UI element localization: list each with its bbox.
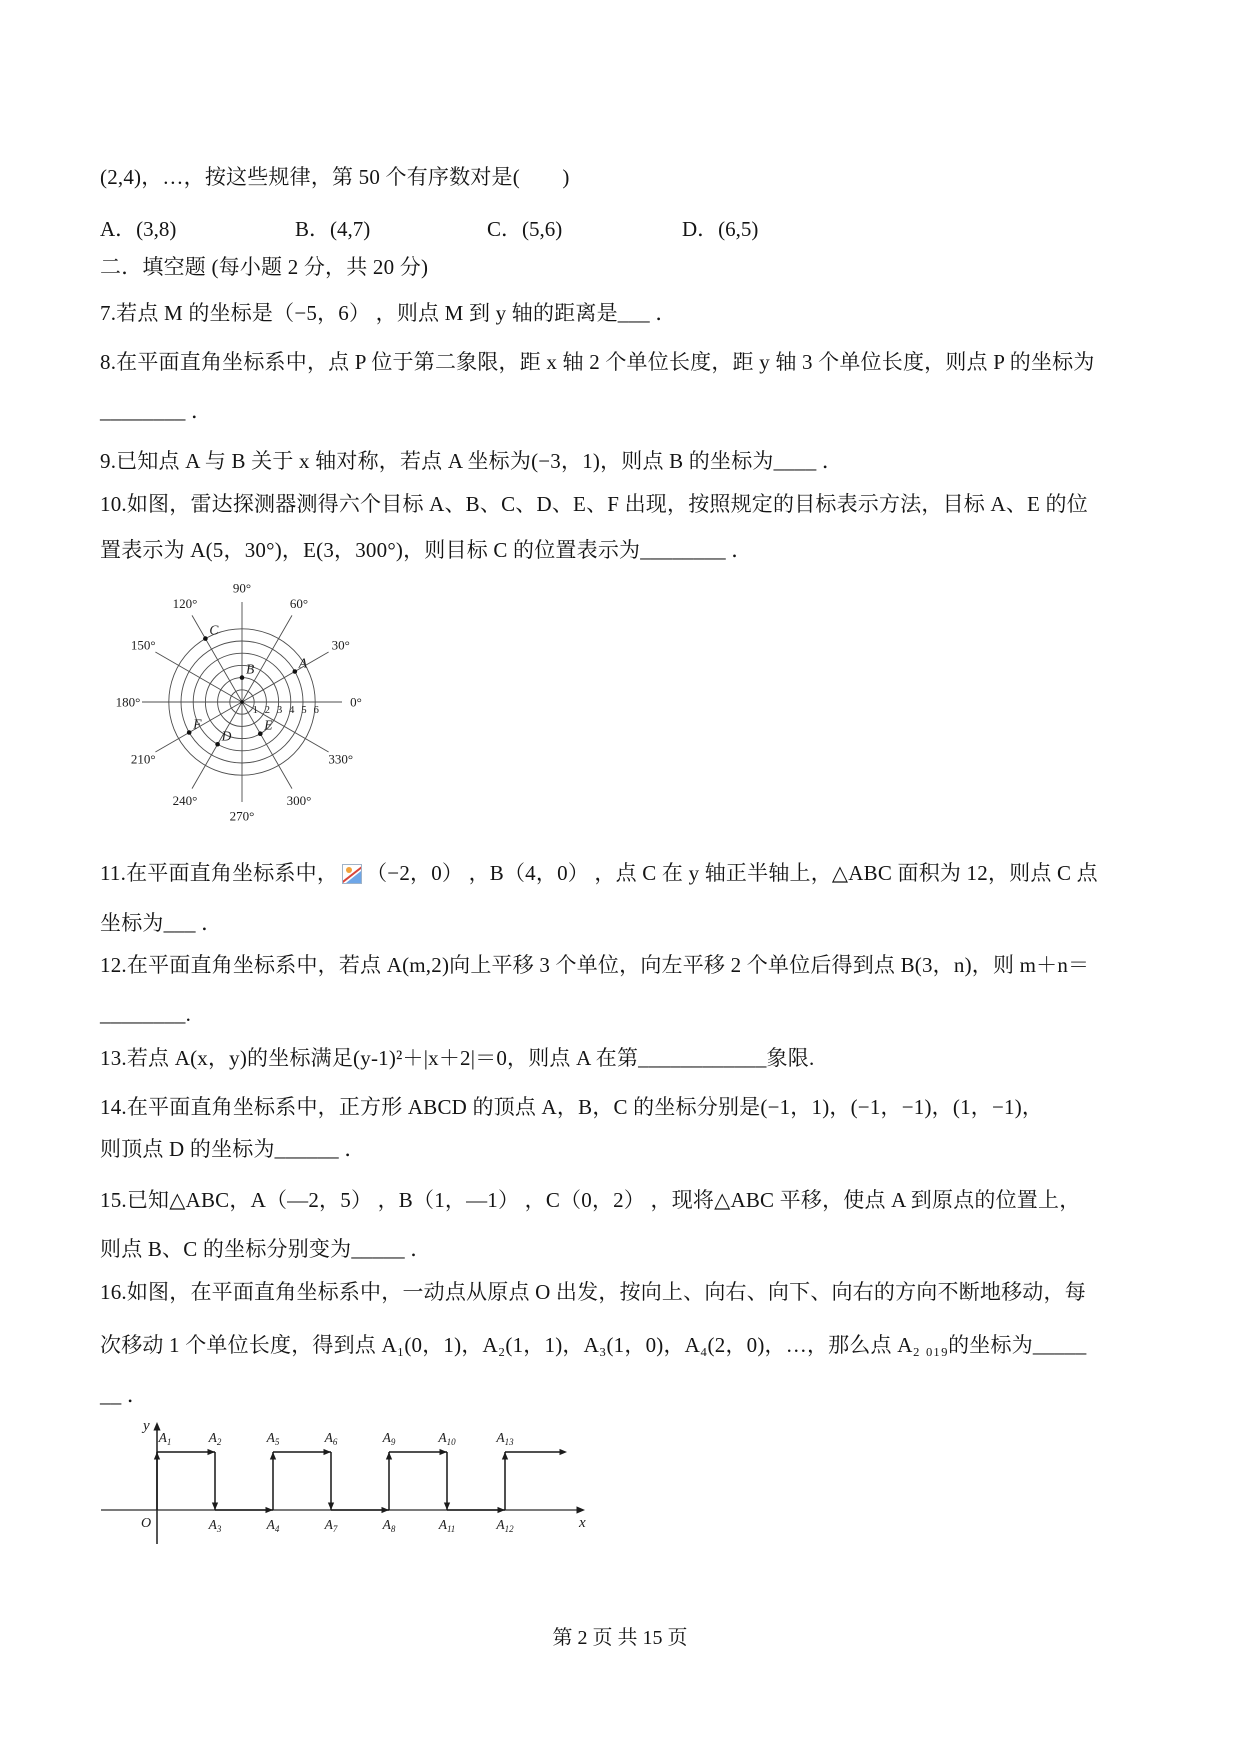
svg-text:4: 4	[289, 705, 295, 716]
question-11-line-2: 坐标为___ ．	[100, 911, 223, 935]
question-11-text-after-icon: （−2，0） ，B（4，0） ，点 C 在 y 轴正半轴上，△ABC 面积为 12，则点 C 点	[366, 861, 1098, 885]
svg-text:3: 3	[276, 705, 283, 716]
question-12-line-1: 12.在平面直角坐标系中，若点 A(m,2)向上平移 3 个单位，向左平移 2 个单位后得到点 B(3，n)，则 m＋n＝	[100, 953, 1090, 977]
svg-text:A13: $A_{13}$	[496, 1430, 514, 1447]
staircase-figure	[95, 1415, 595, 1547]
svg-text:B: B	[246, 661, 255, 677]
question-6-continuation: (2,4)，…，按这些规律，第 50 个有序数对是( )	[100, 165, 570, 189]
question-11-text-before-icon: 11.在平面直角坐标系中，	[100, 861, 339, 885]
svg-text:A11: $A_{11}$	[438, 1517, 456, 1534]
svg-text:A7: $A_7$	[324, 1517, 338, 1534]
question-14-line-2: 则顶点 D 的坐标为______ ．	[100, 1137, 366, 1161]
svg-text:210°: 210°	[130, 751, 156, 767]
svg-text:x: x	[579, 1515, 586, 1531]
svg-text:6: 6	[313, 705, 319, 716]
svg-text:F: F	[193, 716, 202, 732]
question-15-line-1: 15.已知△ABC，A（—2，5） ，B（1，—1） ，C（0，2） ，现将△ABC 平移，使点 A 到原点的位置上，	[100, 1188, 1081, 1212]
option-b: B．(4,7)	[295, 217, 371, 241]
svg-text:A10: $A_{10}$	[438, 1430, 456, 1447]
question-12-blank: ________.	[100, 1002, 192, 1026]
page-number: 第 2 页 共 15 页	[552, 1627, 688, 1649]
svg-text:180°: 180°	[115, 694, 141, 710]
svg-text:O: O	[141, 1516, 152, 1531]
svg-text:90°: 90°	[232, 580, 252, 596]
svg-text:270°: 270°	[229, 808, 255, 824]
svg-text:5: 5	[301, 705, 307, 716]
radar-figure	[106, 574, 396, 830]
question-10-line-2: 置表示为 A(5，30°)，E(3，300°)，则目标 C 的位置表示为________ ．	[100, 538, 753, 562]
svg-text:1: 1	[252, 705, 258, 716]
question-9: 9.已知点 A 与 B 关于 x 轴对称，若点 A 坐标为(−3，1)，则点 B 的坐标为____ ．	[100, 449, 844, 473]
svg-text:A6: $A_6$	[324, 1430, 338, 1447]
question-7: 7.若点 M 的坐标是（−5，6） ，则点 M 到 y 轴的距离是___ ．	[100, 301, 677, 325]
question-13: 13.若点 A(x，y)的坐标满足(y-1)²＋|x＋2|＝0，则点 A 在第____________象限.	[100, 1046, 815, 1070]
question-8-line-1: 8.在平面直角坐标系中，点 P 位于第二象限，距 x 轴 2 个单位长度，距 y 轴 3 个单位长度，则点 P 的坐标为	[100, 350, 1095, 374]
question-16-line-3: __ ．	[100, 1383, 149, 1407]
broken-image-icon	[342, 864, 362, 884]
svg-text:2: 2	[264, 705, 271, 716]
svg-text:60°: 60°	[289, 595, 309, 611]
question-10-line-1: 10.如图，雷达探测器测得六个目标 A、B、C、D、E、F 出现，按照规定的目标表示方法，目标 A、E 的位	[100, 492, 1088, 516]
svg-text:30°: 30°	[331, 637, 350, 653]
svg-text:A4: $A_4$	[266, 1517, 280, 1534]
svg-text:A5: $A_5$	[266, 1430, 280, 1447]
question-16-line-1: 16.如图，在平面直角坐标系中，一动点从原点 O 出发，按向上、向右、向下、向右的方向不断地移动，每	[100, 1280, 1086, 1304]
svg-text:240°: 240°	[172, 793, 198, 809]
option-a: A．(3,8)	[100, 217, 177, 241]
svg-text:330°: 330°	[328, 751, 354, 767]
svg-text:A: A	[298, 655, 308, 671]
option-d: D．(6,5)	[682, 217, 759, 241]
svg-text:A12: $A_{12}$	[496, 1517, 514, 1534]
svg-text:C: C	[209, 622, 219, 638]
svg-text:0°: 0°	[350, 694, 362, 710]
question-11-line-1	[100, 861, 1098, 885]
question-14-line-1: 14.在平面直角坐标系中，正方形 ABCD 的顶点 A，B，C 的坐标分别是(−1，1)，(−1，−1)，(1，−1)，	[100, 1095, 1044, 1119]
svg-text:A9: $A_9$	[382, 1430, 396, 1447]
svg-text:150°: 150°	[130, 637, 156, 653]
svg-text:y: y	[143, 1418, 150, 1434]
svg-text:A1: $A_1$	[158, 1430, 172, 1447]
svg-text:E: E	[264, 717, 273, 733]
svg-text:D: D	[221, 728, 232, 744]
question-16-line-2: 次移动 1 个单位长度，得到点 A₁(0，1)，A₂(1，1)，A₃(1，0)，A₄(2，0)，…，那么点 A₂ ₀₁₉的坐标为_____	[100, 1333, 1087, 1357]
question-8-blank: ________ ．	[100, 399, 213, 423]
question-15-line-2: 则点 B、C 的坐标分别变为_____ ．	[100, 1237, 432, 1261]
svg-text:A3: $A_3$	[208, 1517, 222, 1534]
svg-text:120°: 120°	[172, 595, 198, 611]
svg-text:A2: $A_2$	[208, 1430, 222, 1447]
section-2-header: 二．填空题 (每小题 2 分，共 20 分)	[100, 255, 429, 279]
svg-text:A8: $A_8$	[382, 1517, 396, 1534]
option-c: C．(5,6)	[487, 217, 563, 241]
svg-text:300°: 300°	[286, 793, 312, 809]
